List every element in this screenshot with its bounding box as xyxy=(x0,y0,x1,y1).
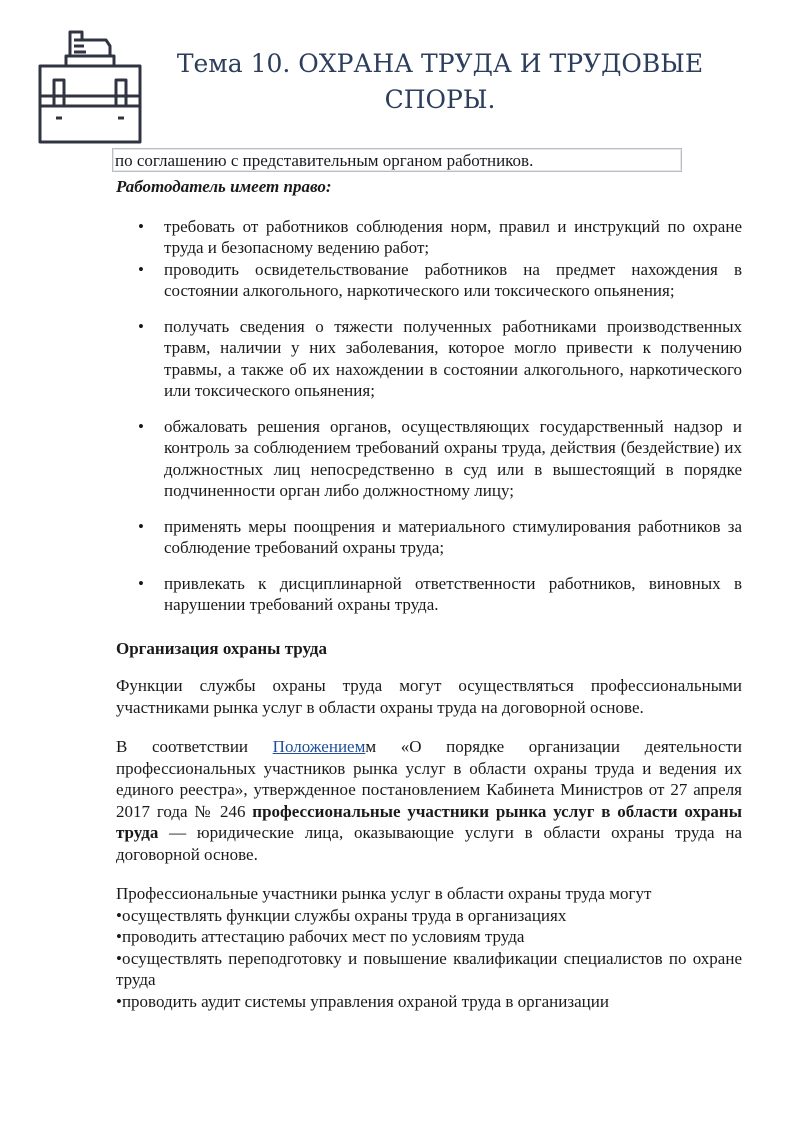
rights-item: • применять меры поощрения и материального стимулирования работников за соблюдение требований охраны труда; xyxy=(164,516,742,559)
page-title xyxy=(160,46,720,118)
list-item: •осуществлять функции службы охраны труда в организациях xyxy=(116,905,567,925)
regulation-link[interactable]: Положением xyxy=(272,737,366,756)
text-span: м «О порядке организации деятельности профессиональных участников рынка услуг в области охраны труда и ведения их единого реестра», утвержденное постановлением Кабинета Министров от 27 апреля 2017 года № 246 xyxy=(116,737,742,821)
list-intro: Профессиональные участники рынка услуг в области охраны труда могут xyxy=(116,884,652,903)
rights-item: • привлекать к дисциплинарной ответственности работников, виновных в нарушении требований охраны труда. xyxy=(164,573,742,616)
participants-list xyxy=(116,883,742,1012)
rights-item: • проводить освидетельствование работников на предмет нахождения в состоянии алкогольного, наркотического или токсического опьянения; xyxy=(164,259,742,302)
text-span: — юридические лица, оказывающие услуги в области охраны труда на договорной основе. xyxy=(116,823,742,864)
section-heading: Организация охраны труда xyxy=(116,638,328,658)
rights-heading: Работодатель имеет право: xyxy=(116,177,332,196)
list-item: •проводить аттестацию рабочих мест по условиям труда xyxy=(116,927,525,946)
paragraph: Функции службы охраны труда могут осуществляться профессиональными участниками рынка услуг в области охраны труда на договорной основе. xyxy=(116,676,742,717)
rights-list xyxy=(116,216,742,616)
rights-item: • получать сведения о тяжести полученных работниками производственных травм, наличии у них заболевания, которое могло привести к получению травмы, а также об их нахождении в состоянии алкогольного, наркотического или токсического опьянения; xyxy=(164,316,742,402)
list-item: •осуществлять переподготовку и повышение квалификации специалистов по охране труда xyxy=(116,948,742,989)
rights-item: • обжаловать решения органов, осуществляющих государственный надзор и контроль за соблюдением требований охраны труда, действия (бездействие) их должностных лиц непосредственно в суд или в вышестоящий в порядке подчиненности орган либо должностному лицу; xyxy=(164,416,742,502)
text-span: В соответствии xyxy=(116,737,273,756)
paragraph-regulation xyxy=(116,736,742,865)
title-line-1: Тема 10. ОХРАНА ТРУДА И ТРУДОВЫЕ xyxy=(176,49,704,78)
title-line-2: СПОРЫ. xyxy=(384,85,496,114)
document-body xyxy=(116,176,742,1012)
list-item: •проводить аудит системы управления охраной труда в организации xyxy=(116,991,609,1011)
intro-line: по соглашению с представительным органом работников. xyxy=(112,148,682,172)
bold-term: профессиональные участники рынка услуг в области охраны труда xyxy=(116,801,742,842)
briefcase-with-hand-icon xyxy=(36,28,144,146)
rights-item: • требовать от работников соблюдения норм, правил и инструкций по охране труда и безопасному ведению работ; xyxy=(164,216,742,259)
